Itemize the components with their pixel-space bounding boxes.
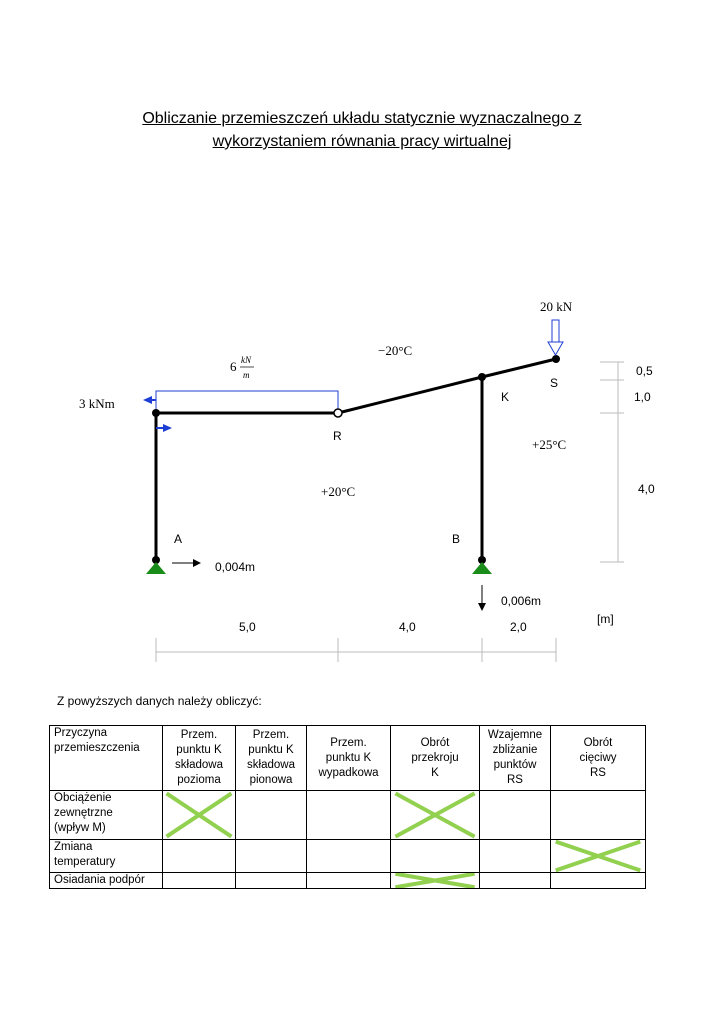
header-text: składowa <box>247 759 295 771</box>
header-text: pozioma <box>177 774 221 786</box>
row-label-load <box>50 791 163 840</box>
dim-h1-label: 5,0 <box>239 620 256 634</box>
table-cell <box>551 840 646 873</box>
header-cause-l1: Przyczyna <box>54 727 108 739</box>
dim-h2-label: 4,0 <box>399 620 416 634</box>
row-label-settlement <box>50 873 163 889</box>
header-text: Przem. <box>180 729 218 741</box>
cross-mark-icon <box>551 840 645 872</box>
table-cell <box>236 840 307 873</box>
header-text: punktu K <box>248 744 294 756</box>
table-cell <box>236 873 307 889</box>
hinge-r <box>334 409 342 417</box>
header-text: Obrót <box>420 736 450 749</box>
settle-b-label: 0,006m <box>501 594 542 608</box>
table-row <box>50 873 646 889</box>
moment-label: 3 kNm <box>79 396 115 411</box>
temp-top-label: −20°C <box>378 343 413 358</box>
support-b-label: B <box>452 532 461 546</box>
table-cell <box>480 873 551 889</box>
header-k-resultant <box>307 726 391 791</box>
beam-r-k <box>338 377 482 413</box>
header-text: składowa <box>175 759 223 771</box>
table-cell <box>163 840 236 873</box>
header-text: zbliżanie <box>492 744 538 756</box>
table-cell <box>551 791 646 840</box>
point-load-arrow-icon <box>548 320 563 355</box>
horizontal-dimension <box>156 638 556 662</box>
svg-text:6: 6 <box>230 359 237 374</box>
table-cell <box>307 791 391 840</box>
header-k-vertical <box>236 726 307 791</box>
svg-text:m: m <box>243 370 250 380</box>
node-k-label: K <box>501 390 510 404</box>
header-k-rotation <box>391 726 480 791</box>
header-text: punktu K <box>325 751 372 764</box>
table-cell <box>163 791 236 840</box>
header-text: cięciwy <box>579 751 617 764</box>
node-corner-a <box>152 409 160 417</box>
settle-a-label: 0,004m <box>215 560 256 574</box>
table-cell <box>551 873 646 889</box>
row-label-text: Zmiana <box>54 841 93 853</box>
intro-text: Z powyższych danych należy obliczyć: <box>57 694 262 708</box>
table-cell <box>307 840 391 873</box>
row-label-text: temperatury <box>54 856 116 868</box>
title-line-2: wykorzystaniem równania pracy wirtualnej <box>212 133 512 150</box>
dim-v3-label: 4,0 <box>638 482 655 496</box>
table-cell <box>391 791 480 840</box>
dim-v2-label: 1,0 <box>634 390 651 404</box>
distributed-load <box>156 391 338 412</box>
node-s-label: S <box>550 376 559 390</box>
vertical-dimension <box>600 362 624 562</box>
dim-h3-label: 2,0 <box>510 620 527 634</box>
row-label-text: (wpływ M) <box>54 822 106 834</box>
table-row <box>50 791 646 840</box>
title-line-1: Obliczanie przemieszczeń układu statycznie wyznaczalnego z <box>142 110 582 127</box>
point-load-label: 20 kN <box>540 299 573 314</box>
header-text: przekroju <box>411 751 459 764</box>
temp-right-label: +25°C <box>532 437 567 452</box>
node-s <box>552 355 560 363</box>
temp-inside-label: +20°C <box>321 484 356 499</box>
support-b-icon <box>472 562 492 574</box>
header-rs-approach <box>480 726 551 791</box>
header-text: RS <box>590 766 606 779</box>
cross-mark-icon <box>163 791 235 839</box>
header-text: wypadkowa <box>318 766 379 779</box>
dim-v1-label: 0,5 <box>636 364 653 378</box>
header-cause-l2: przemieszczenia <box>54 742 140 754</box>
header-text: Wzajemne <box>487 729 543 741</box>
cross-mark-icon <box>391 791 479 839</box>
header-text: pionowa <box>249 774 293 786</box>
support-a-icon <box>146 562 166 574</box>
header-text: RS <box>507 774 523 786</box>
table-cell <box>480 791 551 840</box>
table-cell <box>236 791 307 840</box>
row-label-text: Osiadania podpór <box>54 874 145 886</box>
header-text: Przem. <box>252 729 290 741</box>
row-label-temperature <box>50 840 163 873</box>
support-a-label: A <box>174 532 183 546</box>
header-k-horizontal <box>163 726 236 791</box>
unit-label: [m] <box>597 612 614 626</box>
table-cell <box>163 873 236 889</box>
header-text: punktów <box>493 759 537 771</box>
table-row <box>50 840 646 873</box>
row-label-text: Obciążenie <box>54 792 112 804</box>
header-text: K <box>431 766 439 779</box>
calculation-table <box>49 725 646 889</box>
table-cell <box>391 873 480 889</box>
header-text: Obrót <box>583 736 613 749</box>
cross-mark-icon <box>391 873 479 888</box>
table-cell <box>307 873 391 889</box>
header-cause <box>50 726 163 791</box>
table-cell <box>480 840 551 873</box>
row-label-text: zewnętrzne <box>54 807 113 819</box>
header-text: Przem. <box>330 736 367 749</box>
table-cell <box>391 840 480 873</box>
distributed-load-label <box>230 355 254 380</box>
svg-text:kN: kN <box>241 355 251 365</box>
header-rs-chord-rotation <box>551 726 646 791</box>
table-header-row <box>50 726 646 791</box>
node-r-label: R <box>333 429 342 443</box>
beam-k-s <box>482 359 556 377</box>
header-text: punktu K <box>176 744 222 756</box>
node-k <box>478 373 486 381</box>
